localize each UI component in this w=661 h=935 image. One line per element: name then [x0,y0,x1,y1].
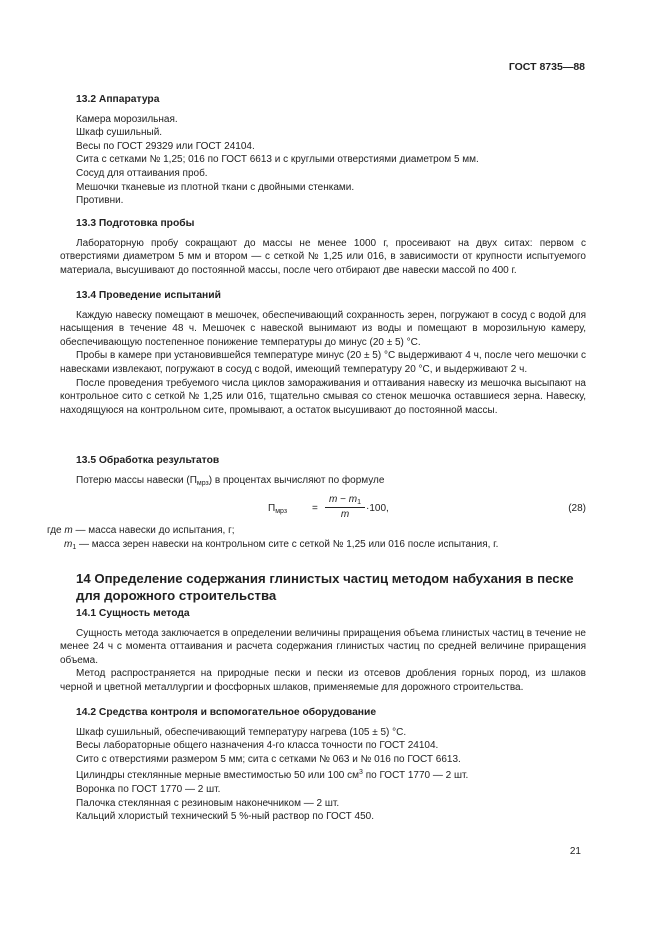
section-heading: 13.3 Подготовка пробы [76,218,195,229]
formula-lhs: $П_{мрз}$ [268,503,288,515]
equipment-item: Палочка стеклянная с резиновым наконечником — 2 шт. [76,797,340,809]
formula-number: (28) [568,503,586,514]
equipment-item: Цилиндры стеклянные мерные вместимостью 50 или 100 $см^3$ по ГОСТ 1770 — 2 шт. [76,769,469,782]
legend-line: $m_1$ — масса зерен навески на контрольном сите с сеткой № 1,25 или 016 после испытания, г. [64,539,499,551]
paragraph: Метод распространяется на природные пески и пески из отсевов дробления горных пород, из шлаков черной и цветной металлургии и фосфорных шлаков, применяемые для дорожного строительства. [60,668,586,693]
fraction-denominator: m [340,509,350,520]
section-13-5 [60,454,586,490]
equipment-item: Шкаф сушильный, обеспечивающий температуру нагрева (105 ± 5) °С. [76,726,407,738]
equipment-item: Кальций хлористый технический 5 %-ный раствор по ГОСТ 450. [76,811,374,823]
chapter-heading: 14 Определение содержания глинистых частиц методом набухания в песке для дорожного строительства [76,571,574,603]
equipment-item: Весы лабораторные общего назначения 4-го класса точности по ГОСТ 24104. [76,740,439,752]
section-heading: 13.5 Обработка результатов [76,455,220,466]
section-heading: 13.2 Аппаратура [76,94,160,105]
formula-equals: = [312,503,318,514]
paragraph: Каждую навеску помещают в мешочек, обеспечивающий сохранность зерен, погружают в сосуд с водой для насыщения в течение 48 ч. Мешочек с навеской вынимают из воды и помещают в морозильную камеру, обеспечивающую постепенное понижение температуры до минус (20 ± 5) °С. [60,309,586,348]
equipment-item: Противни. [76,195,124,207]
section-heading: 14.2 Средства контроля и вспомогательное оборудование [76,707,377,718]
equipment-item: Воронка по ГОСТ 1770 — 2 шт. [76,783,221,795]
section-14-1 [60,607,586,695]
page-number: 21 [569,846,581,857]
formula-28 [60,494,586,522]
equipment-item: Сита с сетками № 1,25; 016 по ГОСТ 6613 и с круглыми отверстиями диаметром 5 мм. [76,154,479,166]
paragraph: После проведения требуемого числа циклов замораживания и оттаивания навеску из мешочка высыпают на контрольное сито с сеткой № 1,25 или 016, тщательно смывая со стенок мешочка оставшиеся зерна. Навеску, находящуюся на контрольном сите, промывают, а остаток высушивают до постоянной массы. [60,377,586,416]
section-heading: 14.1 Сущность метода [76,608,190,619]
formula-fraction [325,494,365,520]
paragraph: Лабораторную пробу сокращают до массы не менее 1000 г, просеивают на двух ситах: первом с отверстиями диаметром 5 мм и втором — с сеткой № 1,25 или 016, в зависимости от крупности испытуемого материала, высушивают до постоянной массы, после чего отбирают две навески массой по 400 г. [60,237,586,276]
equipment-item: Весы по ГОСТ 29329 или ГОСТ 24104. [76,140,255,152]
paragraph: Сущность метода заключается в определении величины приращения объема глинистых частиц в течение не менее 24 ч с момента оттаивания и расчета содержания глинистых частиц по средней величине приращения объема. [60,627,586,666]
formula-multiplier: ·100, [366,503,389,514]
section-heading: 13.4 Проведение испытаний [76,290,221,301]
section-13-4 [60,289,586,417]
legend-line: где m — масса навески до испытания, г; [47,525,235,536]
standard-header: ГОСТ 8735—88 [508,61,585,73]
fraction-numerator: $m - m_1$ [325,494,365,508]
equipment-item: Сито с отверстиями размером 5 мм; сита с сетками № 063 и № 016 по ГОСТ 6613. [76,753,461,765]
section-13-3 [60,217,586,277]
equipment-item: Камера морозильная. [76,113,178,125]
section-14 [60,570,586,604]
equipment-item: Шкаф сушильный. [76,127,163,139]
formula-intro: Потерю массы навески $(П_{мрз})$ в процентах вычисляют по формуле [76,474,385,487]
equipment-item: Мешочки тканевые из плотной ткани с двойными стенками. [76,181,355,193]
section-13-2 [60,93,586,208]
section-14-2 [60,706,586,824]
formula-legend [47,524,498,555]
equipment-item: Сосуд для оттаивания проб. [76,167,208,179]
paragraph: Пробы в камере при установившейся температуре минус (20 ± 5) °С выдерживают 4 ч, после чего мешочки с навесками извлекают, погружают в сосуд с водой, имеющий температуру 20 °С, и выдерживают 2 ч. [60,350,586,375]
